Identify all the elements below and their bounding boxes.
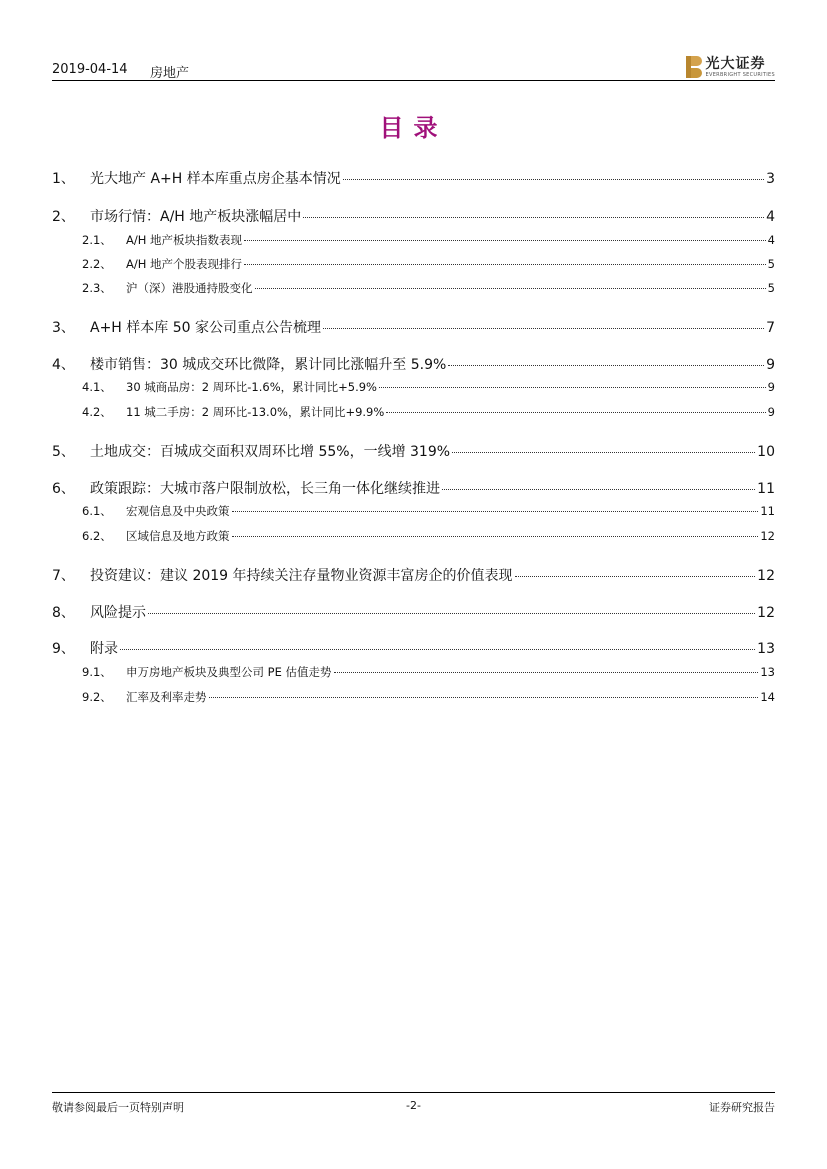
toc-entry-number: 6.1、: [82, 504, 112, 518]
toc-entry-title: 附录: [90, 641, 118, 657]
toc-entry-page: 10: [757, 444, 775, 460]
toc-entry-title: 11 城二手房：2 周环比-13.0%，累计同比+9.9%: [126, 405, 385, 419]
toc-entry-page: 12: [757, 568, 775, 584]
toc-entry[interactable]: [52, 232, 775, 248]
toc-entry[interactable]: [52, 528, 775, 544]
toc-entry[interactable]: [52, 478, 775, 498]
toc-entry[interactable]: [52, 379, 775, 395]
toc-leader-dots: [244, 264, 766, 265]
toc-leader-dots: [442, 489, 755, 490]
toc-entry-number: 4、: [52, 357, 75, 373]
toc-entry-page: 7: [766, 320, 775, 336]
report-sector: 房地产: [150, 66, 190, 81]
toc-entry[interactable]: [52, 168, 775, 188]
toc-entry[interactable]: [52, 441, 775, 461]
toc-entry-number: 2.1、: [82, 233, 112, 247]
toc-entry-number: 2、: [52, 209, 75, 225]
toc-entry-title: 光大地产 A+H 样本库重点房企基本情况: [90, 171, 341, 187]
toc-leader-dots: [209, 697, 759, 698]
toc-entry-page: 11: [757, 481, 775, 497]
page-number: -2-: [406, 1099, 421, 1112]
toc-entry-page: 3: [766, 171, 775, 187]
footer-report-type: 证券研究报告: [709, 1101, 775, 1114]
toc-entry[interactable]: [52, 565, 775, 585]
toc-entry[interactable]: [52, 503, 775, 519]
toc-entry[interactable]: [52, 256, 775, 272]
toc-entry-title: 政策跟踪：大城市落户限制放松，长三角一体化继续推进: [90, 481, 440, 497]
toc-entry-number: 4.1、: [82, 380, 112, 394]
toc-entry-number: 9.2、: [82, 690, 112, 704]
toc-entry[interactable]: [52, 354, 775, 374]
toc-entry-number: 9.1、: [82, 665, 112, 679]
toc-leader-dots: [386, 412, 765, 413]
toc-entry-page: 14: [760, 690, 775, 704]
toc-entry-page: 4: [766, 209, 775, 225]
toc-entry-number: 5、: [52, 444, 75, 460]
toc-entry[interactable]: [52, 602, 775, 622]
toc-leader-dots: [452, 452, 755, 453]
toc-leader-dots: [343, 179, 764, 180]
toc-entry-title: A/H 地产个股表现排行: [126, 257, 243, 271]
toc-leader-dots: [232, 536, 759, 537]
toc-entry-title: 申万房地产板块及典型公司 PE 估值走势: [126, 665, 332, 679]
toc-entry-title: 区域信息及地方政策: [126, 529, 230, 543]
toc-entry[interactable]: [52, 317, 775, 337]
toc-entry[interactable]: [52, 689, 775, 705]
logo-name-en: EVERBRIGHT SECURITIES: [705, 71, 775, 78]
toc-entry-title: 宏观信息及中央政策: [126, 504, 230, 518]
footer-disclaimer: 敬请参阅最后一页特别声明: [52, 1101, 184, 1114]
toc-entry-title: 30 城商品房：2 周环比-1.6%，累计同比+5.9%: [126, 380, 377, 394]
toc-entry-page: 9: [767, 380, 775, 394]
page-header: [52, 54, 775, 81]
toc-entry-number: 3、: [52, 320, 75, 336]
toc-entry-title: 土地成交：百城成交面积双周环比增 55%，一线增 319%: [90, 444, 451, 460]
toc-entry-number: 7、: [52, 568, 75, 584]
toc-entry-page: 4: [767, 233, 775, 247]
toc-entry-number: 4.2、: [82, 405, 112, 419]
toc-entry[interactable]: [52, 638, 775, 658]
toc-entry-title: 风险提示: [90, 605, 146, 621]
toc-entry-title: 投资建议：建议 2019 年持续关注存量物业资源丰富房企的价值表现: [90, 568, 513, 584]
page-title: 目录: [379, 113, 448, 142]
toc-entry-page: 11: [760, 504, 775, 518]
toc-entry-number: 6.2、: [82, 529, 112, 543]
toc-entry-page: 12: [760, 529, 775, 543]
toc-leader-dots: [379, 387, 766, 388]
toc-entry-page: 9: [767, 405, 775, 419]
toc-leader-dots: [120, 649, 755, 650]
toc-entry[interactable]: [52, 404, 775, 420]
toc-entry-title: A/H 地产板块指数表现: [126, 233, 243, 247]
toc-entry-page: 5: [767, 257, 775, 271]
toc-entry-number: 2.2、: [82, 257, 112, 271]
logo-name-cn: 光大证券: [705, 55, 766, 72]
toc-entry-title: 汇率及利率走势: [126, 690, 207, 704]
toc-leader-dots: [448, 365, 764, 366]
toc-entry-number: 2.3、: [82, 281, 112, 295]
toc-entry-number: 6、: [52, 481, 75, 497]
toc-leader-dots: [323, 328, 764, 329]
toc-entry-title: A+H 样本库 50 家公司重点公告梳理: [90, 320, 321, 336]
toc-leader-dots: [515, 576, 756, 577]
page-footer: [52, 1092, 775, 1115]
company-logo: [686, 54, 775, 80]
toc-leader-dots: [232, 511, 759, 512]
logo-mark-icon: [686, 56, 702, 78]
toc-entry-page: 9: [766, 357, 775, 373]
toc-entry-number: 9、: [52, 641, 75, 657]
toc-entry-title: 沪（深）港股通持股变化: [126, 281, 253, 295]
toc-leader-dots: [244, 240, 766, 241]
toc-entry-title: 市场行情：A/H 地产板块涨幅居中: [90, 209, 302, 225]
toc-entry-page: 13: [757, 641, 775, 657]
toc-leader-dots: [148, 613, 755, 614]
toc-leader-dots: [255, 288, 766, 289]
toc-entry-title: 楼市销售：30 城成交环比微降，累计同比涨幅升至 5.9%: [90, 357, 447, 373]
toc-leader-dots: [334, 672, 759, 673]
toc-entry-page: 5: [767, 281, 775, 295]
toc-leader-dots: [303, 217, 764, 218]
toc-entry-number: 8、: [52, 605, 75, 621]
report-date: 2019-04-14: [52, 62, 128, 77]
toc-entry-number: 1、: [52, 171, 75, 187]
toc-entry[interactable]: [52, 280, 775, 296]
toc-entry-page: 12: [757, 605, 775, 621]
toc-entry-page: 13: [760, 665, 775, 679]
toc-entry[interactable]: [52, 206, 775, 226]
toc-entry[interactable]: [52, 664, 775, 680]
